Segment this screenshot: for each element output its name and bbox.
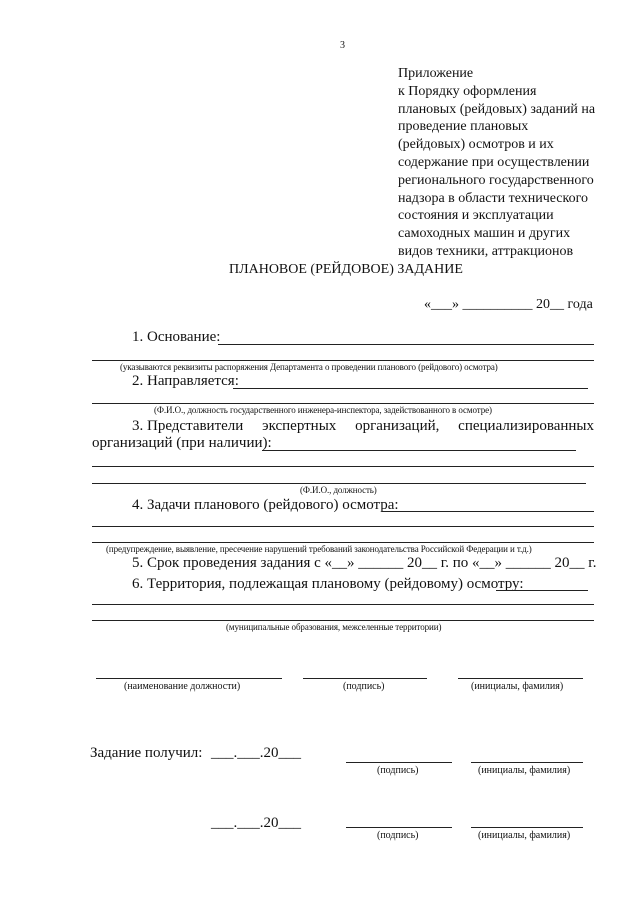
item2-field-line-2 [92, 403, 594, 404]
item6-caption: (муниципальные образования, межселенные территории) [226, 622, 442, 632]
appendix-line: видов техники, аттракционов [398, 243, 574, 259]
appendix-line: состояния и эксплуатации [398, 208, 554, 224]
item4-field-line [382, 511, 594, 512]
received2-signature-caption: (подпись) [377, 830, 419, 841]
item3-field-line [262, 450, 576, 451]
item6-label: 6. Территория, подлежащая плановому (рейдовому) осмотру: [132, 576, 524, 592]
item2-caption: (Ф.И.О., должность государственного инженера-инспектора, задействованного в осмотре) [154, 405, 492, 415]
received-signature-line [346, 762, 452, 763]
item1-field-line [218, 344, 594, 345]
signature-caption: (подпись) [343, 681, 385, 692]
item4-label: 4. Задачи планового (рейдового) осмотра: [132, 497, 399, 513]
appendix-line: надзора в области технического [398, 190, 589, 206]
item3-word: экспертных [262, 418, 337, 434]
appendix-line: плановых (рейдовых) заданий на [398, 101, 596, 117]
item6-field-line-3 [92, 620, 594, 621]
item3-first-line [132, 418, 594, 435]
received-signature-caption: (подпись) [377, 765, 419, 776]
appendix-line: регионального государственного [398, 172, 594, 188]
item4-field-line-3 [92, 542, 594, 543]
document-title: ПЛАНОВОЕ (РЕЙДОВОЕ) ЗАДАНИЕ [229, 262, 463, 277]
item5-text: 5. Срок проведения задания с «__» ______ 20__ г. по «__» ______ 20__ г. [132, 555, 597, 571]
item3-word: 3. Представители [132, 418, 244, 434]
item4-field-line-2 [92, 526, 594, 527]
item1-label: 1. Основание: [132, 329, 221, 345]
signature-line [303, 678, 427, 679]
appendix-line: к Порядку оформления [398, 83, 537, 99]
item3-field-line-3 [92, 483, 586, 484]
received-label: Задание получил: [90, 745, 203, 761]
name-line [458, 678, 583, 679]
item3-word: специализированных [458, 418, 594, 434]
received2-signature-line [346, 827, 452, 828]
date-line: «___» __________ 20__ года [424, 297, 593, 312]
received2-name-caption: (инициалы, фамилия) [478, 830, 571, 841]
item2-label: 2. Направляется: [132, 373, 239, 389]
appendix-line: (рейдовых) осмотров и их [398, 137, 554, 153]
received2-date: ___.___.20___ [211, 815, 301, 831]
item6-field-line [496, 590, 588, 591]
appendix-line: содержание при осуществлении [398, 154, 590, 170]
appendix-line: проведение плановых [398, 119, 529, 135]
received-date: ___.___.20___ [211, 745, 301, 761]
position-caption: (наименование должности) [124, 681, 241, 692]
item3-word: организаций, [355, 418, 440, 434]
page-number: 3 [340, 40, 345, 51]
item1-caption: (указываются реквизиты распоряжения Департамента о проведении планового (рейдового) осмотра) [120, 362, 498, 372]
received2-name-line [471, 827, 583, 828]
received-name-line [471, 762, 583, 763]
item4-caption: (предупреждение, выявление, пресечение нарушений требований законодательства Российской Федерации и т.д.) [106, 544, 532, 554]
item3-caption: (Ф.И.О., должность) [300, 485, 377, 495]
appendix-block [398, 65, 595, 261]
item3-field-line-2 [92, 466, 594, 467]
name-caption: (инициалы, фамилия) [471, 681, 564, 692]
appendix-line: самоходных машин и других [398, 226, 571, 242]
item6-field-line-2 [92, 604, 594, 605]
position-line [96, 678, 282, 679]
item1-field-line-2 [92, 360, 594, 361]
received-name-caption: (инициалы, фамилия) [478, 765, 571, 776]
appendix-line: Приложение [398, 66, 474, 81]
item2-field-line [233, 388, 588, 389]
item3-label-line2: организаций (при наличии): [92, 435, 272, 451]
